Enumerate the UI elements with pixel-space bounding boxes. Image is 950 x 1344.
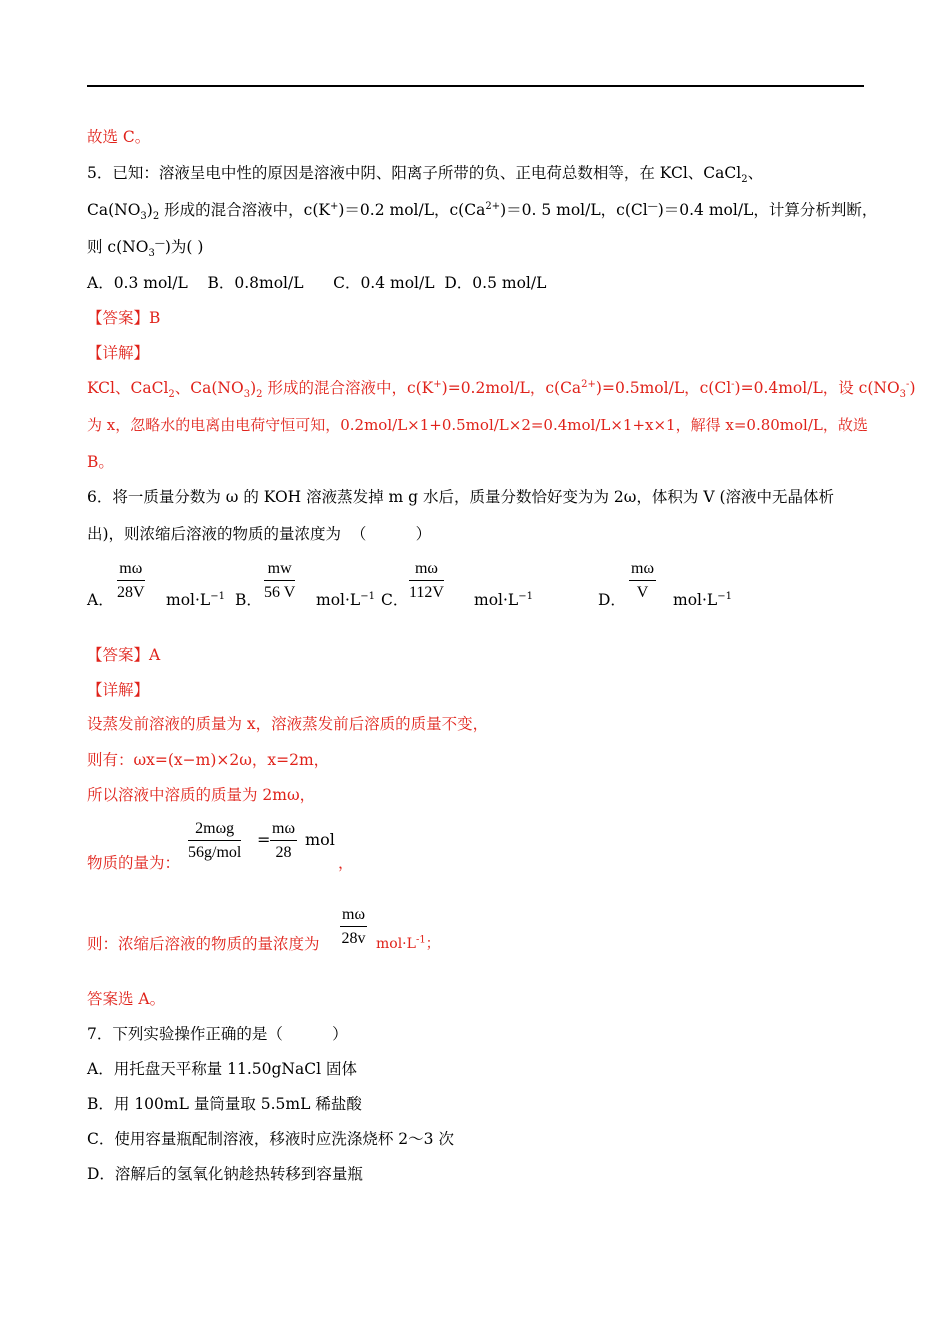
q6-moles-label: 物质的量为： xyxy=(87,854,181,872)
q6-detail-line1: 设蒸发前溶液的质量为 x，溶液蒸发前后溶质的质量不变， xyxy=(87,715,489,733)
q7-option-c: C．使用容量瓶配制溶液，移液时应洗涤烧杯 2～3 次 xyxy=(87,1130,454,1148)
q6-option-b-fraction: $\frac{mw}{56 V}$ xyxy=(264,560,296,601)
q5-explain-line1: KCl、CaCl$_2$、$Ca(NO_3)_2$ 形成的混合溶液中，c(K+)=0.2mol/L，$c(Ca^{2+})=0.5mol/L$，c(Cl-)=0.4mol/L，设 $c(NO_3^-)$ xyxy=(87,378,916,401)
q6-option-c-unit: $mol\cdot L^{-1}$ xyxy=(474,590,533,609)
q6-stem-line1: 6．将一质量分数为 ω 的 KOH 溶液蒸发掉 m g 水后，质量分数恰好变为为 2ω，体积为 V (溶液中无晶体析 xyxy=(87,488,835,506)
q5-explain-line3: B。 xyxy=(87,453,114,471)
q5-detail-label: 【详解】 xyxy=(87,344,150,362)
q7-option-d: D．溶解后的氢氧化钠趁热转移到容量瓶 xyxy=(87,1165,363,1183)
q6-concentration-unit: $mol\cdot L^{-1}$； xyxy=(376,934,440,952)
q6-stem-line2: 出)，则浓缩后溶液的物质的量浓度为 （ ） xyxy=(87,525,432,543)
q5-stem-line3: 则 $c(NO_3^—)$为( ) xyxy=(87,237,204,260)
q6-detail-line2: 则有：ωx=(x−m)×2ω，x=2m， xyxy=(87,751,330,769)
q6-option-d-fraction: $\frac{m\omega}{V}$ xyxy=(631,560,654,601)
q5-explain-line2: 为 x，忽略水的电离由电荷守恒可知，0.2mol/L×1+0.5mol/L×2=0.4mol/L×1+x×1，解得 x=0.80mol/L，故选 xyxy=(87,416,868,434)
q5-stem-line1: 5．已知：溶液呈电中性的原因是溶液中阴、阳离子所带的负、正电荷总数相等，在 KCl、CaCl$_2$、 xyxy=(87,164,764,186)
q5-stem-line2: $Ca(NO_3)_2$ 形成的混合溶液中，c(K+)＝0.2 mol/L，$c(Ca^{2+})=0$. 5 mol/L，c(Cl—)＝0.4 mol/L，计算分析判断， xyxy=(87,200,878,223)
q6-option-a-fraction: $\frac{m\omega}{28V}$ xyxy=(117,560,145,601)
q6-moles-fraction-1: 2mωg 56g/mol xyxy=(188,820,242,861)
q6-concentration-fraction: $\frac{m\omega}{28v}$ xyxy=(341,906,366,947)
q6-moles-unit: mol xyxy=(305,830,335,849)
q7-option-b: B．用 100mL 量筒量取 5.5mL 稀盐酸 xyxy=(87,1095,362,1113)
q6-option-c-fraction: $\frac{m\omega}{112V}$ xyxy=(409,560,444,601)
q7-stem: 7．下列实验操作正确的是（ ） xyxy=(87,1025,348,1043)
q6-option-a-unit: $mol\cdot L^{-1}$ xyxy=(166,590,225,609)
q6-option-d-unit: $mol\cdot L^{-1}$ xyxy=(673,590,732,609)
q6-moles-fraction-2: $\frac{m\omega}{28}$ xyxy=(272,820,295,861)
q6-option-a-label: A． xyxy=(87,591,114,609)
q6-moles-end: ， xyxy=(338,854,354,872)
header-rule xyxy=(87,85,864,87)
q6-detail-label: 【详解】 xyxy=(87,681,150,699)
q5-options: A．0.3 mol/L B．0.8mol/L C．0.4 mol/L D．0.5 mol/L xyxy=(87,274,547,292)
prev-answer: 故选 C。 xyxy=(87,128,151,146)
q6-option-d-label: D． xyxy=(598,591,626,609)
q6-moles-equals: = xyxy=(257,830,271,849)
q6-answer: 【答案】A xyxy=(87,646,161,664)
q6-final-answer: 答案选 A。 xyxy=(87,990,166,1008)
q5-answer: 【答案】B xyxy=(87,309,161,327)
q6-concentration-label: 则：浓缩后溶液的物质的量浓度为 xyxy=(87,935,320,953)
q7-option-a: A．用托盘天平称量 11.50gNaCl 固体 xyxy=(87,1060,357,1078)
q6-option-c-label: C． xyxy=(381,591,409,609)
q6-option-b-unit: $mol\cdot L^{-1}$ xyxy=(316,590,375,609)
q6-detail-line3: 所以溶液中溶质的质量为 2mω， xyxy=(87,786,316,804)
q6-option-b-label: B． xyxy=(235,591,262,609)
